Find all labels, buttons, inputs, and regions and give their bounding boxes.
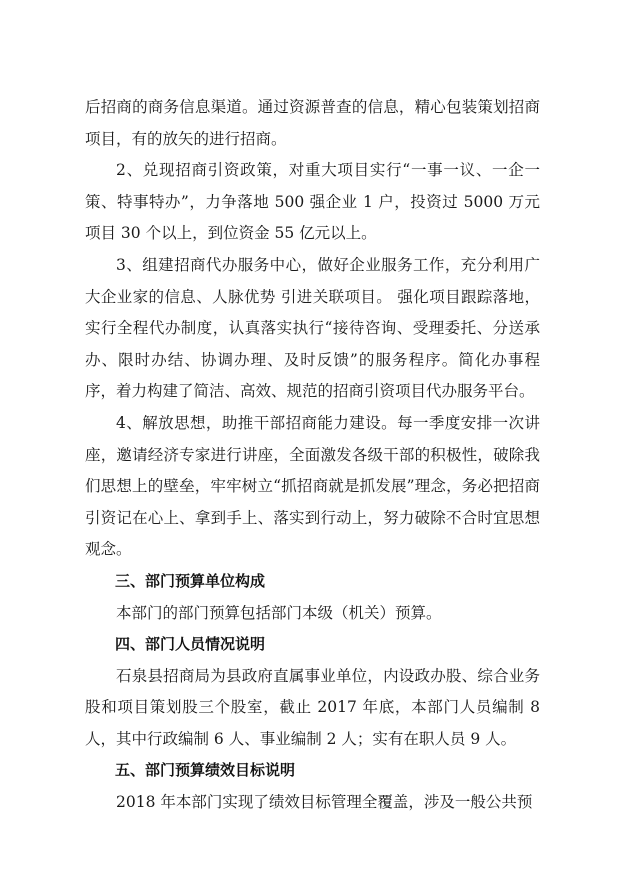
section-heading-4: 四、部门人员情况说明 (115, 635, 266, 654)
paragraph-item-4: 4、解放思想，助推干部招商能力建设。每一季度安排一次讲座，邀请经济专家进行讲座，全面激发各级干部的积极性，破除我们思想上的壁垒，牢牢树立“抓招商就是抓发展”理念，务必把招商引资记在心上、拿到手上、落实到行动上，努力破除不合时宜思想观念。 (85, 413, 540, 559)
paragraph-performance: 2018 年本部门实现了绩效目标管理全覆盖，涉及一般公共预 (116, 793, 533, 812)
section-heading-5: 五、部门预算绩效目标说明 (115, 761, 296, 780)
paragraph-staffing: 石泉县招商局为县政府直属事业单位，内设政办股、综合业务股和项目策划股三个股室，截止 2017 年底，本部门人员编制 8 人，其中行政编制 6 人、事业编制 2 人；实有在职人员 9 人。 (85, 666, 545, 748)
section-heading-3: 三、部门预算单位构成 (115, 571, 266, 590)
paragraph-item-3: 3、组建招商代办服务中心，做好企业服务工作，充分利用广大企业家的信息、人脉优势 引进关联项目。 强化项目跟踪落地，实行全程代办制度，认真落实执行“接待咨询、受理委托、分送承办、限时办结、协调办理、及时反馈”的服务程序。简化办事程序，着力构建了简洁、高效、规范的招商引资项目代办服务平台。 (85, 255, 540, 401)
paragraph-continuation: 后招商的商务信息渠道。通过资源普查的信息，精心包装策划招商项目，有的放矢的进行招商。 (85, 98, 540, 148)
paragraph-item-2: 2、兑现招商引资政策，对重大项目实行“一事一议、一企一策、特事特办”，力争落地 500 强企业 1 户，投资过 5000 万元项目 30 个以上，到位资金 55 亿元以上。 (85, 161, 540, 243)
document-body (85, 92, 545, 819)
paragraph-budget-units: 本部门的部门预算包括部门本级（机关）预算。 (116, 603, 442, 622)
